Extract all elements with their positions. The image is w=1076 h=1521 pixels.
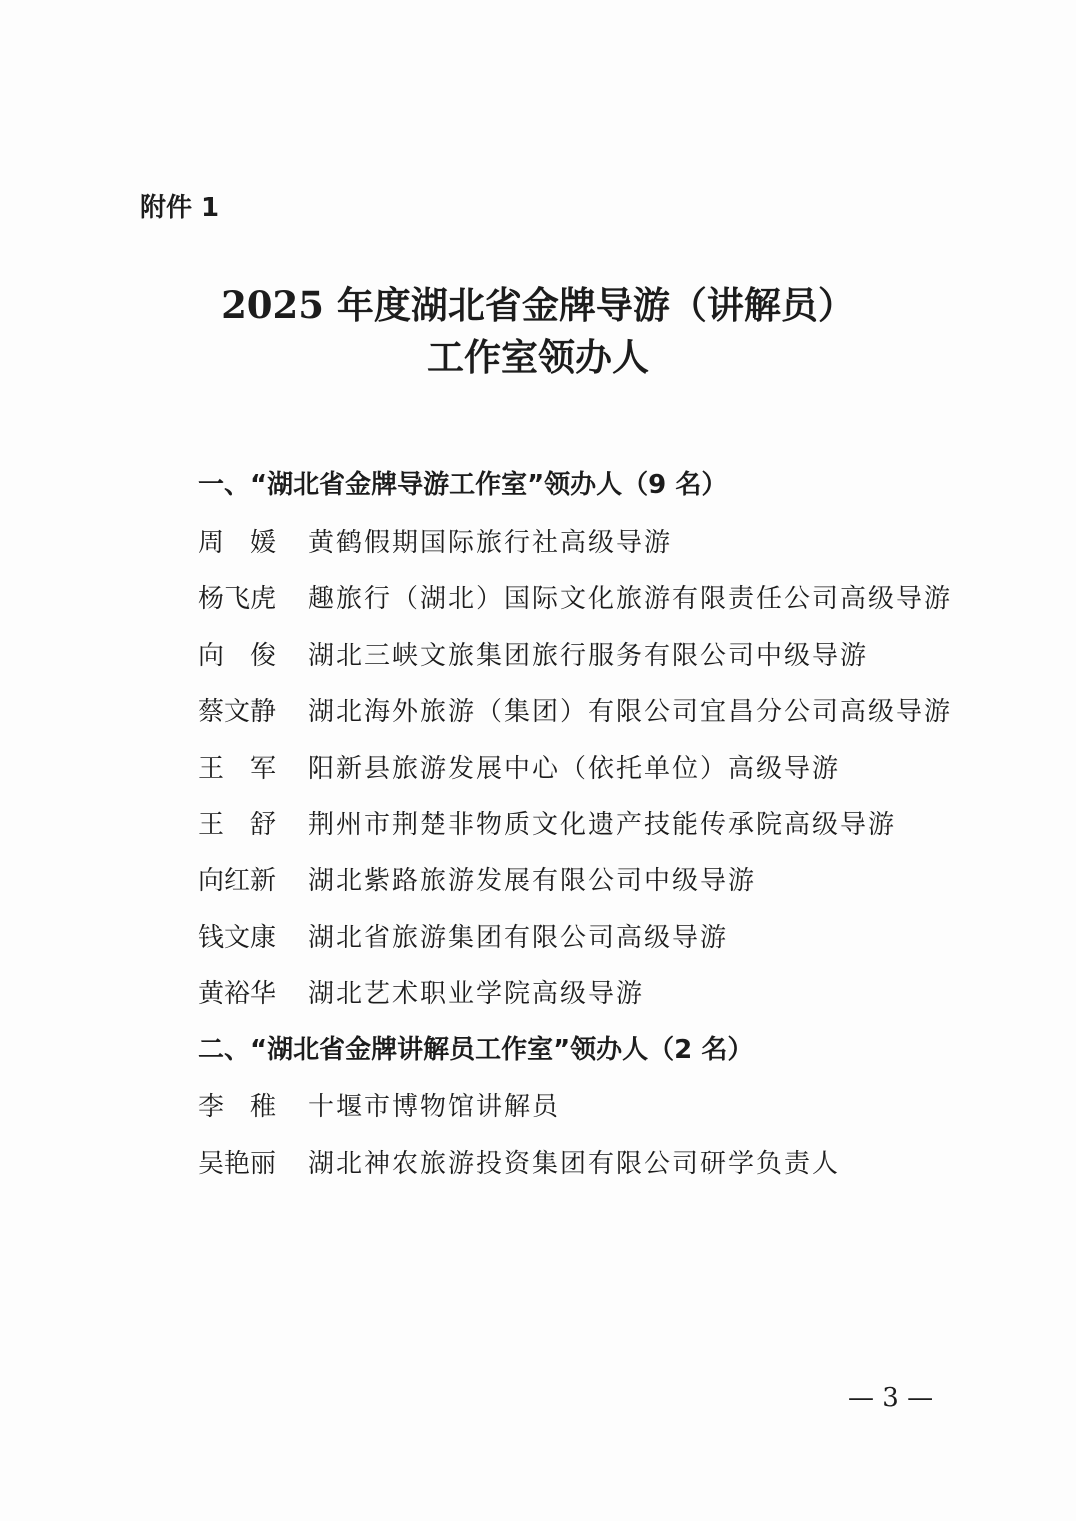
person-organization: 湖北艺术职业学院高级导游: [308, 979, 645, 1009]
section-heading-guides: 一、“湖北省金牌导游工作室”领办人（9 名）: [198, 470, 728, 500]
person-name: 李 稚: [198, 1092, 277, 1122]
person-name: 周 媛: [198, 528, 277, 558]
person-name: 向红新: [198, 866, 277, 896]
person-organization: 湖北紫路旅游发展有限公司中级导游: [308, 866, 757, 896]
section-heading-interpreters: 二、“湖北省金牌讲解员工作室”领办人（2 名）: [198, 1035, 754, 1065]
person-organization: 湖北三峡文旅集团旅行服务有限公司中级导游: [308, 641, 869, 671]
person-organization: 十堰市博物馆讲解员: [308, 1092, 561, 1122]
person-name: 吴艳丽: [198, 1149, 277, 1179]
page-number: — 3 —: [848, 1383, 934, 1413]
document-title-line-2: 工作室领办人: [427, 335, 649, 379]
person-organization: 湖北省旅游集团有限公司高级导游: [308, 923, 729, 953]
person-name: 王 舒: [198, 810, 277, 840]
person-organization: 阳新县旅游发展中心（依托单位）高级导游: [308, 754, 841, 784]
person-name: 钱文康: [198, 923, 277, 953]
document-title-line-1: 2025 年度湖北省金牌导游（讲解员）: [221, 283, 855, 327]
person-organization: 湖北神农旅游投资集团有限公司研学负责人: [308, 1149, 841, 1179]
person-name: 蔡文静: [198, 697, 277, 727]
attachment-label: 附件 1: [140, 193, 220, 223]
person-name: 杨飞虎: [198, 584, 277, 614]
person-name: 向 俊: [198, 641, 277, 671]
person-organization: 黄鹤假期国际旅行社高级导游: [308, 528, 673, 558]
person-name: 王 军: [198, 754, 277, 784]
person-organization: 湖北海外旅游（集团）有限公司宜昌分公司高级导游: [308, 697, 953, 727]
person-name: 黄裕华: [198, 979, 277, 1009]
person-organization: 荆州市荆楚非物质文化遗产技能传承院高级导游: [308, 810, 897, 840]
person-organization: 趣旅行（湖北）国际文化旅游有限责任公司高级导游: [308, 584, 953, 614]
